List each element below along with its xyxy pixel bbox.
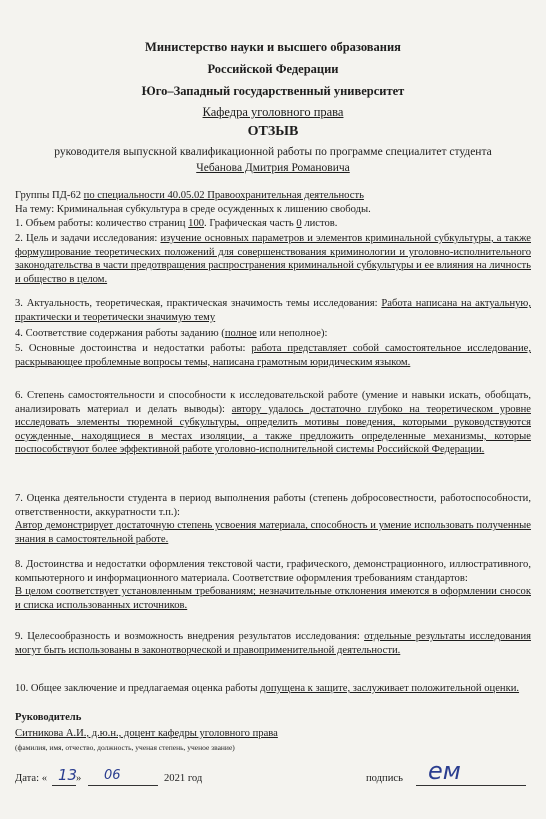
date-line: Дата: « [15,773,48,784]
supervisor-name: Ситникова А.И., д.ю.н., доцент кафедры уголовного права [15,728,278,739]
supervisor-label: Руководитель [15,712,82,723]
date-close-quote: » [76,773,82,784]
item-3: 3. Актуальность, теоретическая, практическая значимость темы исследования: Работа написана на актуальную, практически и теоретически значимую тему [15,298,531,323]
item-4: 4. Соответствие содержания работы заданию (полное или неполное): [15,328,328,339]
signature-mark: ем [428,757,461,785]
department-heading: Кафедра уголовного права [202,105,344,119]
federation-heading: Российской Федерации [207,62,339,76]
item-1: 1. Объем работы: количество страниц 100. Графическая часть 0 листов. [15,218,338,229]
university-heading: Юго–Западный государственный университет [141,84,405,98]
document-title: ОТЗЫВ [247,124,299,139]
item-5: 5. Основные достоинства и недостатки работы: работа представляет собой самостоятельное исследование, раскрывающее проблемные вопросы темы, написана грамотным юридическим языком. [15,343,531,368]
date-month-underline [88,785,158,786]
item-6: 6. Степень самостоятельности и способности к исследовательской работе (умение и навыки искать, обобщать, анализировать материал и делать выводы): автору удалось достаточно глубоко на теоретическом уровне исследовать элементы тюремной субкультуры, определить мотивы поведения, которыми руководствуются осужденные, находящиеся в местах изоляции, а также предложить определенные механизмы, которые поспособствуют более эффективной работе уголовно-исполнительной системы Российской Федерации. [15,390,531,456]
signature-line [416,785,526,786]
group-line: Группы ПД-62 по специальности 40.05.02 Правоохранительная деятельность [15,190,364,201]
date-month: 06 [104,768,121,783]
item-10: 10. Общее заключение и предлагаемая оценка работы допущена к защите, заслуживает положительной оценки. [15,683,520,694]
date-year: 2021 год [164,773,203,784]
student-name: Чебанова Дмитрия Романовича [196,162,350,174]
item-9: 9. Целесообразность и возможность внедрения результатов исследования: отдельные результаты исследования могут быть использованы в законотворческой и правоприменительной деятельности. [15,631,531,656]
item-8: 8. Достоинства и недостатки оформления текстовой части, графического, демонстрационного, иллюстративного, компьютерного и информационного материала. Соответствие оформления требованиям стандартов: В целом соответствует установленным требованиям; незначительные отклонения имеются в оформлении сносок и списка использованных источников. [15,559,531,611]
item-2: 2. Цель и задачи исследования: изучение основных параметров и элементов криминальной субкультуры, а также формулирование теоретических положений для совершенствования криминологии и уголовно-исполнительного законодательства в части предотвращения распространения криминальной субкультуры и ее влияния на личность и общество в целом. [15,233,531,285]
date-day-underline [52,785,76,786]
ministry-heading: Министерство науки и высшего образования [145,40,401,54]
date-day: 13 [58,766,78,784]
item-7: 7. Оценка деятельности студента в период выполнения работы (степень добросовестности, работоспособности, ответственности, аккуратности т.п.): Автор демонстрирует достаточную степень усвоения материала, способность и умение использовать полученные знания в самостоятельной работе. [15,493,531,545]
topic-line: На тему: Криминальная субкультура в среде осужденных к лишению свободы. [15,204,371,215]
signature-label: подпись [366,773,403,784]
subtitle-line: руководителя выпускной квалификационной работы по программе специалитет студента [54,146,492,158]
supervisor-hint: (фамилия, имя, отчество, должность, ученая степень, ученое звание) [15,743,235,752]
